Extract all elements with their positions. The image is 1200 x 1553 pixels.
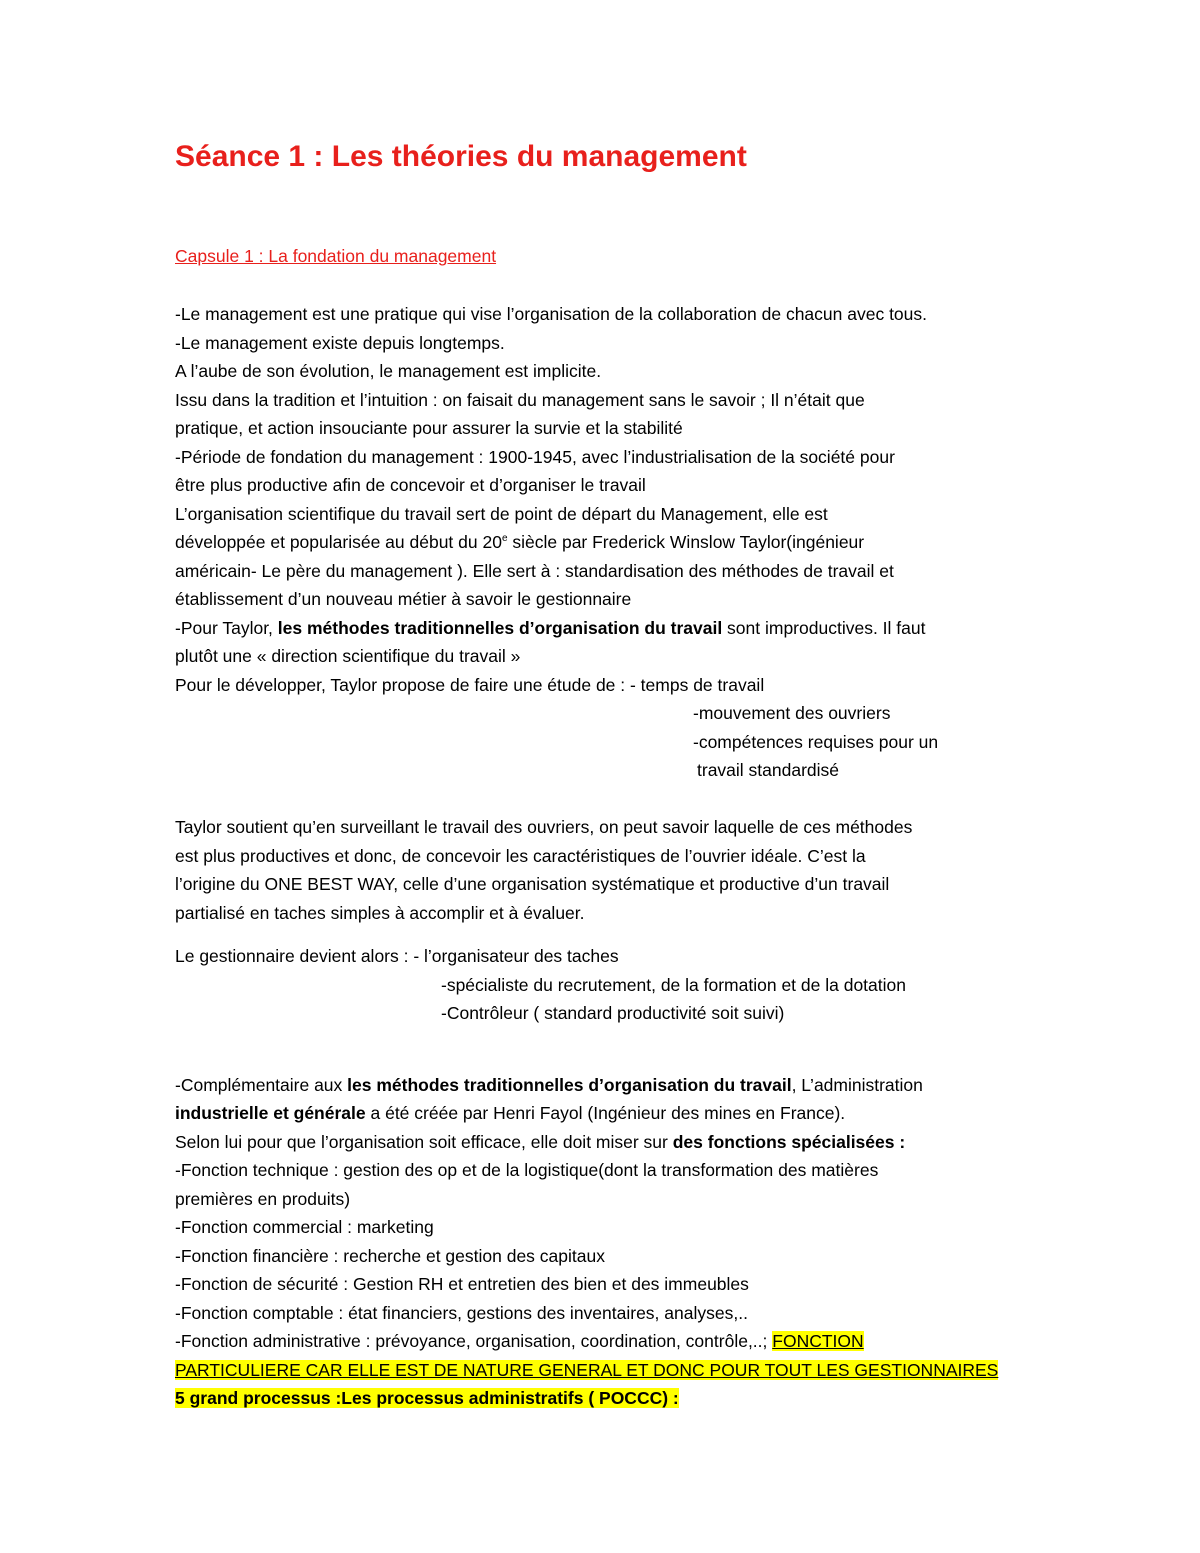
superscript: e (501, 533, 508, 544)
text-line (175, 1359, 998, 1381)
text-line (175, 1102, 845, 1124)
text-line (175, 531, 864, 553)
text-line: Issu dans la tradition et l’intuition : on faisait du management sans le savoir ; Il n’était que (175, 390, 865, 410)
list-item: travail standardisé (697, 760, 840, 780)
text-line: A l’aube de son évolution, le management est implicite. (175, 361, 602, 381)
highlighted-text: FONCTION (772, 1331, 864, 1351)
text-line: -Fonction comptable : état financiers, gestions des inventaires, analyses,.. (175, 1303, 748, 1323)
text-line: premières en produits) (175, 1189, 351, 1209)
text-line: l’origine du ONE BEST WAY, celle d’une organisation systématique et productive d’un travail (175, 874, 890, 894)
bold-text: des fonctions spécialisées : (672, 1132, 906, 1152)
text-line (175, 1330, 864, 1352)
text-segment: a été créée par Henri Fayol (Ingénieur des mines en France). (365, 1103, 846, 1123)
bold-text: les méthodes traditionnelles d’organisation du travail (277, 618, 723, 638)
list-item: -spécialiste du recrutement, de la formation et de la dotation (441, 975, 906, 995)
text-line (175, 1074, 923, 1096)
text-line: pratique, et action insouciante pour assurer la survie et la stabilité (175, 418, 683, 438)
text-line: plutôt une « direction scientifique du travail » (175, 646, 521, 666)
text-line: -Le management existe depuis longtemps. (175, 333, 505, 353)
list-item: -mouvement des ouvriers (693, 703, 891, 723)
text-line: -Fonction technique : gestion des op et de la logistique(dont la transformation des matières (175, 1160, 879, 1180)
capsule-title: Capsule 1 : La fondation du management (175, 246, 497, 266)
text-line: est plus productives et donc, de concevoir les caractéristiques de l’ouvrier idéale. C’est la (175, 846, 866, 866)
text-segment: -Complémentaire aux (175, 1075, 348, 1095)
text-line: -Le management est une pratique qui vise l’organisation de la collaboration de chacun avec tous. (175, 304, 928, 324)
page-title: Séance 1 : Les théories du management (175, 140, 747, 173)
highlighted-text: PARTICULIERE CAR ELLE EST DE NATURE GENERAL ET DONC POUR TOUT LES GESTIONNAIRES (175, 1360, 999, 1380)
text-segment: -Fonction administrative : prévoyance, organisation, coordination, contrôle,..; (175, 1331, 773, 1351)
text-segment: développée et popularisée au début du 20 (175, 532, 502, 552)
text-line: -Fonction de sécurité : Gestion RH et entretien des bien et des immeubles (175, 1274, 749, 1294)
text-segment: , L’administration (791, 1075, 923, 1095)
text-line: L’organisation scientifique du travail sert de point de départ du Management, elle est (175, 504, 828, 524)
text-line: établissement d’un nouveau métier à savoir le gestionnaire (175, 589, 632, 609)
text-segment: -Pour Taylor, (175, 618, 278, 638)
text-line: Le gestionnaire devient alors : - l’organisateur des taches (175, 946, 619, 966)
text-segment: sont improductives. Il faut (722, 618, 926, 638)
text-line: américain- Le père du management ). Elle sert à : standardisation des méthodes de travail et (175, 561, 894, 581)
list-item: -compétences requises pour un (693, 732, 939, 752)
text-line: -Fonction financière : recherche et gestion des capitaux (175, 1246, 605, 1266)
text-line: -Période de fondation du management : 1900-1945, avec l’industrialisation de la société pour (175, 447, 895, 467)
text-line (175, 1131, 905, 1153)
text-line: partialisé en taches simples à accomplir et à évaluer. (175, 903, 585, 923)
list-item: -Contrôleur ( standard productivité soit suivi) (441, 1003, 785, 1023)
text-segment: Selon lui pour que l’organisation soit efficace, elle doit miser sur (175, 1132, 673, 1152)
text-line: Taylor soutient qu’en surveillant le travail des ouvriers, on peut savoir laquelle de ces méthodes (175, 817, 913, 837)
bold-text: industrielle et générale (175, 1103, 366, 1123)
text-line: Pour le développer, Taylor propose de faire une étude de : - temps de travail (175, 675, 765, 695)
text-line (175, 1387, 679, 1409)
bold-text: les méthodes traditionnelles d’organisation du travail (347, 1075, 792, 1095)
text-line: être plus productive afin de concevoir et d’organiser le travail (175, 475, 646, 495)
text-line: -Fonction commercial : marketing (175, 1217, 434, 1237)
text-line (175, 617, 925, 639)
text-segment: siècle par Frederick Winslow Taylor(ingénieur (507, 532, 865, 552)
highlighted-bold-text: 5 grand processus :Les processus administratifs ( POCCC) : (175, 1388, 679, 1408)
